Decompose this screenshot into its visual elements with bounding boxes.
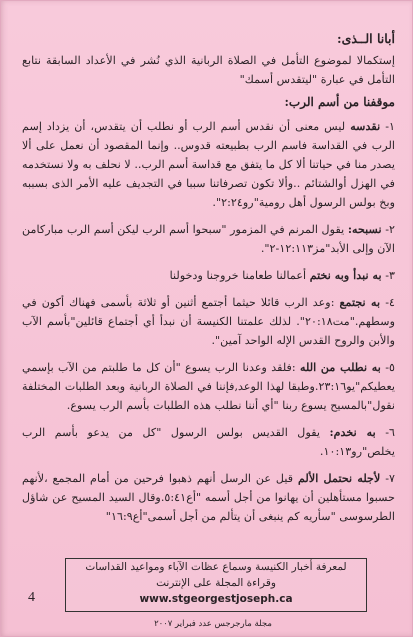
item-lead: نسبحه: [347, 222, 382, 236]
website-url[interactable]: www.stgeorgestjoseph.ca [139, 593, 293, 605]
intro-paragraph: إستكمالا لموضوع التأمل في الصلاة الربانية الذي نُشر في الأعداد السابقة نتابع التأمل في عبارة "ليتقدس أسمك" [22, 54, 395, 86]
item-lead: نقدسه [350, 119, 381, 133]
item-lead: به نخدم: [329, 425, 376, 439]
subheading: موقفنا من أسم الرب: [284, 95, 395, 109]
item-text: قيل عن الرسل أنهم ذهبوا فرحين من أمام المجمع ،لأنهم حسبوا مستأهلين أن يهانوا من أجل أسمه "أع٥:٤١.وقال السيد المسيح عن شاؤل الطرسوسى "سأريه كم ينبغى أن يتألم من أجل أسمى"أع١٦:٩" [22, 472, 395, 523]
item-text: :وعد الرب قائلا حيثما أجتمع أثنين أو ثلاثة بأسمى فهناك أكون في وسطهم."مت٢٠:١٨". لذلك علمتنا الكنيسة أن نبدأ أي أجتماع قائلين"بأسم الآب والأبن والروح القدس الإله الواحد آمين". [22, 296, 395, 347]
item-number: ٢- [385, 223, 396, 236]
website-box [65, 558, 367, 612]
item-lead: لأجله نحتمل الألم [297, 471, 381, 485]
list-item [22, 293, 395, 350]
item-number: ٥- [385, 361, 395, 374]
website-line-1: لمعرفة أخبار الكنيسة وسماع عظات الآباء ومواعيد القداسات [85, 561, 347, 573]
item-number: ٣- [385, 269, 395, 282]
item-lead: به نبدأ وبه نختم [309, 268, 382, 282]
item-text: :فلقد وعدنا الرب يسوع "أن كل ما طلبتم من الآب بإسمي يعطيكم"يو٢٣:١٦.وطبقا لهذا الوعد,فإننا في الصلاة الربانية وبعد الطلبات المختلفة نقول"بالمسيح يسوع ربنا "أي أننا نطلب هذه الطلبات بأسم الرب يسوع. [22, 361, 395, 412]
list-item [22, 117, 395, 212]
item-text: يقول المرنم في المزمور "سبحوا أسم الرب ليكن أسم الرب مباركامن الآن وإلى الأبد"مز١٢:١١٣-٢". [22, 223, 395, 255]
website-line-2: وقراءة المجلة على الإنترنت [156, 577, 276, 589]
list-item [22, 469, 395, 526]
item-text: ليس معنى أن نقدس أسم الرب أو نطلب أن يتقدس، أن يزداد إسم الرب في القداسة فاسم الرب بطبيعته قدوس.. وإنما المقصود أن نعمل على ألا يصدر منا في حياتنا ألا كل ما يتفق مع قداسة أسم الرب.. لا نحلف به ولا نستخدمه في الهزل أوالشتائم ..وألا تكون تصرفاتنا سببا في التجديف عليه الأمر الذى بسببه وبخ بولس الرسول أهل رومية"رو٢:٢٤". [22, 120, 395, 209]
page-number: 4 [28, 590, 35, 605]
list-item [22, 423, 395, 461]
items-list [22, 117, 395, 526]
item-number: ٤- [385, 296, 395, 309]
item-text: يقول القديس بولس الرسول "كل من يدعو بأسم الرب يخلص"رو١٠:١٣. [22, 426, 395, 458]
item-number: ١- [385, 120, 395, 133]
item-lead: به نجتمع [339, 295, 381, 309]
list-item [22, 220, 395, 258]
item-lead: به نطلب من الله [300, 360, 381, 374]
section-title: أبانا الــذى: [337, 31, 395, 46]
item-number: ٧- [385, 472, 396, 485]
issue-line: مجلة مارجرجس عدد فبراير ٢٠٠٧ [154, 619, 272, 629]
list-item [22, 358, 395, 415]
list-item [22, 266, 395, 285]
item-number: ٦- [385, 426, 395, 439]
item-text: أعمالنا طعامنا خروجنا ودخولنا [169, 269, 307, 282]
